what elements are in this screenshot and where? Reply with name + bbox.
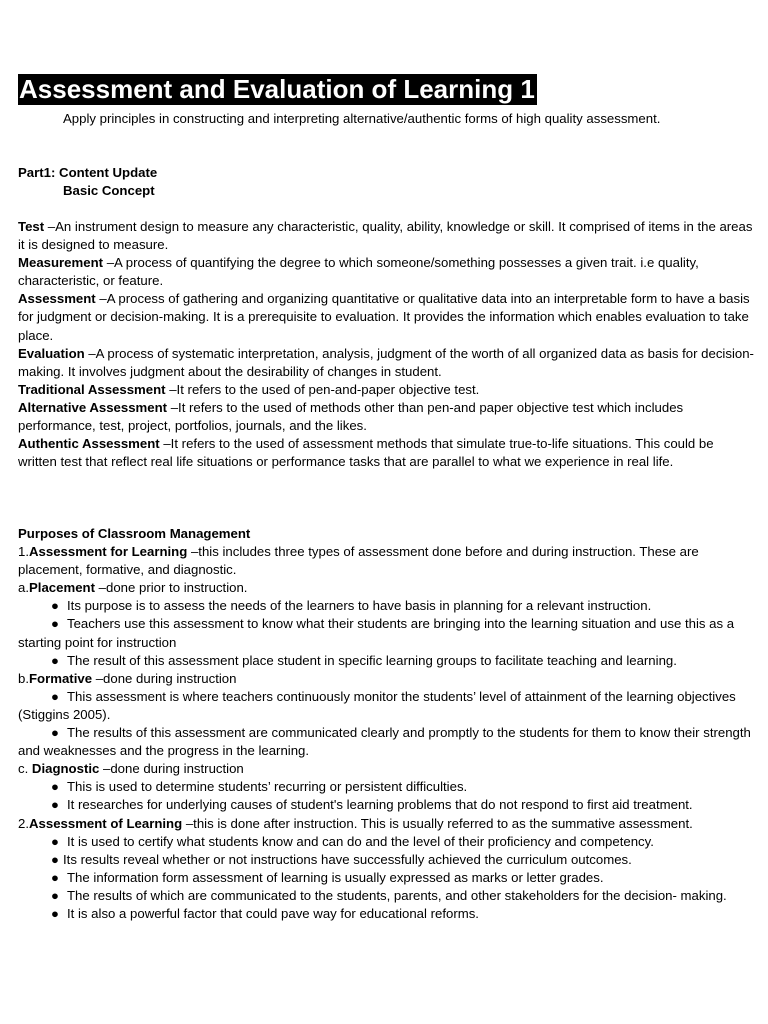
bullet-text: Its purpose is to assess the needs of the learners to have basis in planning for a relevant instruction. [67,598,652,614]
list-item [18,796,754,814]
definition-assessment [18,290,754,344]
list-item [18,615,754,651]
definition-measurement [18,254,754,290]
definition-text: –A process of gathering and organizing quantitative or qualitative data into an interpretable form to have a basis for judgment or decision-making. It is a prerequisite to evaluation. It provides the information which enables evaluation to take place. [18,291,750,343]
item-text: –this includes three types of assessment done before and during instruction. These are placement, formative, and diagnostic. [18,544,699,578]
part-heading: Part1: Content Update [18,165,158,180]
list-item [18,833,754,851]
assessment-of-learning [18,815,754,833]
definition-test [18,218,754,254]
list-item [18,905,754,923]
item-text: –done during instruction [99,761,244,777]
definition-text: –An instrument design to measure any characteristic, quality, ability, knowledge or skill. It comprised of items in the areas it is designed to measure. [18,219,753,253]
bullet-icon: ● [51,616,59,632]
definition-traditional-assessment [18,381,754,399]
bullet-icon: ● [51,688,59,704]
definition-term: Traditional Assessment [18,381,166,397]
item-text: –done prior to instruction. [94,580,248,596]
bullet-icon: ● [51,833,59,849]
document-title: Assessment and Evaluation of Learning 1 [19,74,535,104]
item-number: 1. [18,544,29,560]
bullet-icon: ● [51,869,59,885]
list-item [18,652,754,670]
assessment-for-learning [18,543,754,579]
definition-term: Evaluation [18,345,85,361]
item-term: Assessment of Learning [29,815,183,831]
learning-objective: Apply principles in constructing and interpreting alternative/authentic forms of high quality assessment. [63,111,661,126]
list-item [18,869,754,887]
list-item [18,597,754,615]
item-letter: b. [18,670,29,686]
item-text: –done during instruction [92,670,237,686]
definition-term: Alternative Assessment [18,399,168,415]
definition-term: Measurement [18,255,104,271]
definition-evaluation [18,345,754,381]
definition-authentic-assessment [18,435,754,471]
bullet-icon: ● [51,887,59,903]
item-term: Assessment for Learning [29,544,188,560]
purposes-heading: Purposes of Classroom Management [18,526,251,541]
bullet-icon: ● [51,851,59,867]
bullet-text: It is used to certify what students know and can do and the level of their proficiency and competency. [67,833,654,849]
bullet-icon: ● [51,905,59,921]
formative-heading [18,670,754,688]
item-text: –this is done after instruction. This is usually referred to as the summative assessment. [182,815,693,831]
bullet-text: The results of which are communicated to the students, parents, and other stakeholders for the decision- making. [67,887,727,903]
bullet-text: Its results reveal whether or not instructions have successfully achieved the curriculum outcomes. [63,851,632,867]
bullet-text: This assessment is where teachers continuously monitor the students’ level of attainment of the learning objectives (Stiggins 2005). [18,688,736,722]
bullet-text: This is used to determine students’ recurring or persistent difficulties. [67,779,468,795]
definition-text: –A process of quantifying the degree to which someone/something possesses a given trait. i.e quality, characteristic, or feature. [18,255,699,289]
definition-text: –It refers to the used of pen-and-paper objective test. [165,381,480,397]
bullet-icon: ● [51,779,59,795]
bullet-text: The results of this assessment are communicated clearly and promptly to the students for them to know their strength and weaknesses and the progress in the learning. [18,725,751,759]
part-subheading: Basic Concept [63,183,155,199]
list-item [18,851,754,869]
definition-term: Assessment [18,291,96,307]
bullet-text: Teachers use this assessment to know what their students are bringing into the learning situation and use this as a starting point for instruction [18,616,735,650]
bullet-icon: ● [51,598,59,614]
definition-term: Test [18,219,45,234]
item-number: 2. [18,815,29,831]
bullet-icon: ● [51,797,59,813]
definition-text: –It refers to the used of assessment methods that simulate true-to-life situations. This could be written test that reflect real life situations or performance tasks that are parallel to what we experience in real life. [18,436,714,470]
bullet-text: The result of this assessment place student in specific learning groups to facilitate teaching and learning. [67,652,677,668]
placement-heading [18,579,754,597]
bullet-icon: ● [51,725,59,741]
part-heading-block [18,164,157,200]
item-term: Formative [29,670,93,686]
bullet-text: It researches for underlying causes of student's learning problems that do not respond to first aid treatment. [67,797,693,813]
definition-term: Authentic Assessment [18,436,160,452]
diagnostic-heading [18,760,754,778]
list-item [18,724,754,760]
list-item [18,887,754,905]
item-letter: c. [18,761,32,777]
bullet-text: It is also a powerful factor that could pave way for educational reforms. [67,905,479,921]
list-item [18,778,754,796]
item-letter: a. [18,580,29,596]
bullet-icon: ● [51,652,59,668]
definition-text: –A process of systematic interpretation, analysis, judgment of the worth of all organized data as basis for decision-making. It involves judgment about the desirability of changes in student. [18,345,754,379]
bullet-text: The information form assessment of learning is usually expressed as marks or letter grades. [67,869,604,885]
definition-alternative-assessment [18,399,754,435]
definition-text: –It refers to the used of methods other than pen-and paper objective test which includes performance, test, project, portfolios, journals, and the likes. [18,399,684,434]
item-term: Diagnostic [31,761,100,777]
purposes-section [18,525,754,923]
list-item [18,688,754,724]
definitions-section [18,218,754,471]
item-term: Placement [29,580,95,596]
